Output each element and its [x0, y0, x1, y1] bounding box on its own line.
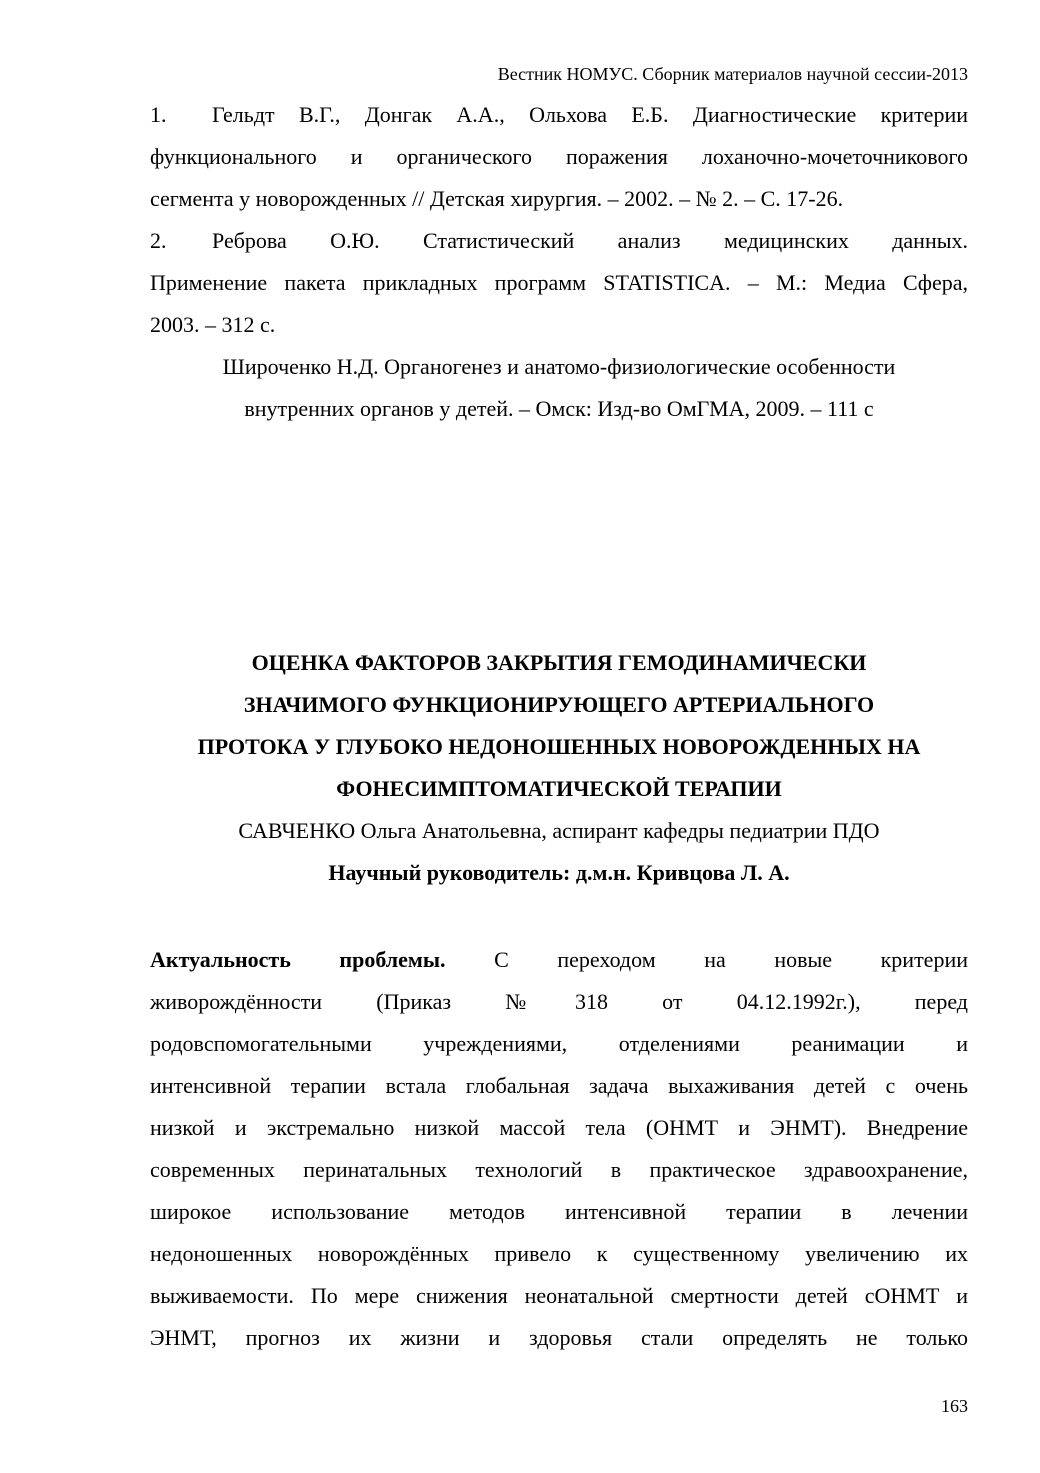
body-line-2: живорождённости (Приказ №318 от 04.12.1992г.), перед [150, 989, 968, 1014]
running-header: Вестник НОМУС. Сборник материалов научной сессии-2013 [497, 64, 968, 84]
body-lead: Актуальность проблемы. [150, 947, 446, 972]
references-list [150, 94, 968, 430]
reference-1-line-1: 1. Гельдт В.Г., Донгак А.А., Ольхова Е.Б. Диагностические критерии [150, 94, 968, 136]
body-line-7: широкое использование методов интенсивной терапии в лечении [150, 1199, 968, 1224]
page-number: 163 [941, 1396, 968, 1416]
title-line-2: ЗНАЧИМОГО ФУНКЦИОНИРУЮЩЕГО АРТЕРИАЛЬНОГО [243, 692, 875, 717]
reference-2-line-3: 2003. – 312 с. [150, 312, 276, 337]
body-line-4: интенсивной терапии встала глобальная задача выхаживания детей с очень [150, 1073, 968, 1098]
body-line-8: недоношенных новорождённых привело к существенному увеличению их [150, 1241, 968, 1266]
article-body [150, 939, 968, 1359]
author-line: САВЧЕНКО Ольга Анатольевна, аспирант кафедры педиатрии ПДО [238, 818, 880, 843]
supervisor-line: Научный руководитель: д.м.н. Кривцова Л. А. [328, 860, 790, 885]
body-line-5: низкой и экстремально низкой массой тела (ОНМТ и ЭНМТ). Внедрение [150, 1115, 968, 1140]
reference-2-line-2: Применение пакета прикладных программ STATISTICA. – М.: Медиа Сфера, [150, 270, 968, 295]
reference-2-number: 2. [150, 228, 167, 253]
title-line-3: ПРОТОКА У ГЛУБОКО НЕДОНОШЕННЫХ НОВОРОЖДЕННЫХ НА [197, 734, 921, 759]
article-title [140, 642, 978, 894]
reference-2-text: Реброва О.Ю. Статистический анализ медицинских данных. [212, 228, 968, 253]
reference-1-number: 1. [150, 102, 167, 127]
title-line-4: ФОНЕСИМПТОМАТИЧЕСКОЙ ТЕРАПИИ [336, 776, 782, 801]
body-line-10: ЭНМТ, прогноз их жизни и здоровья стали определять не только [150, 1325, 968, 1350]
reference-2-line-1 [150, 220, 968, 262]
title-line-1: ОЦЕНКА ФАКТОРОВ ЗАКРЫТИЯ ГЕМОДИНАМИЧЕСКИ [251, 650, 867, 675]
body-line-1: Актуальность проблемы. С переходом на новые критерии [150, 947, 968, 972]
reference-3-line-1: Широченко Н.Д. Органогенез и анатомо-физиологические особенности [222, 354, 896, 379]
body-line-6: современных перинатальных технологий в практическое здравоохранение, [150, 1157, 968, 1182]
reference-1-line-3: сегмента у новорожденных // Детская хирургия. – 2002. – № 2. – С. 17-26. [150, 186, 844, 211]
reference-3-line-2: внутренних органов у детей. – Омск: Изд-во ОмГМА, 2009. – 111 с [244, 396, 874, 421]
body-line-3: родовспомогательными учреждениями, отделениями реанимации и [150, 1031, 968, 1056]
reference-1-line-2: функционального и органического поражения лоханочно-мочеточникового [150, 144, 968, 169]
body-line-9: выживаемости. По мере снижения неонатальной смертности детей сОНМТ и [150, 1283, 968, 1308]
